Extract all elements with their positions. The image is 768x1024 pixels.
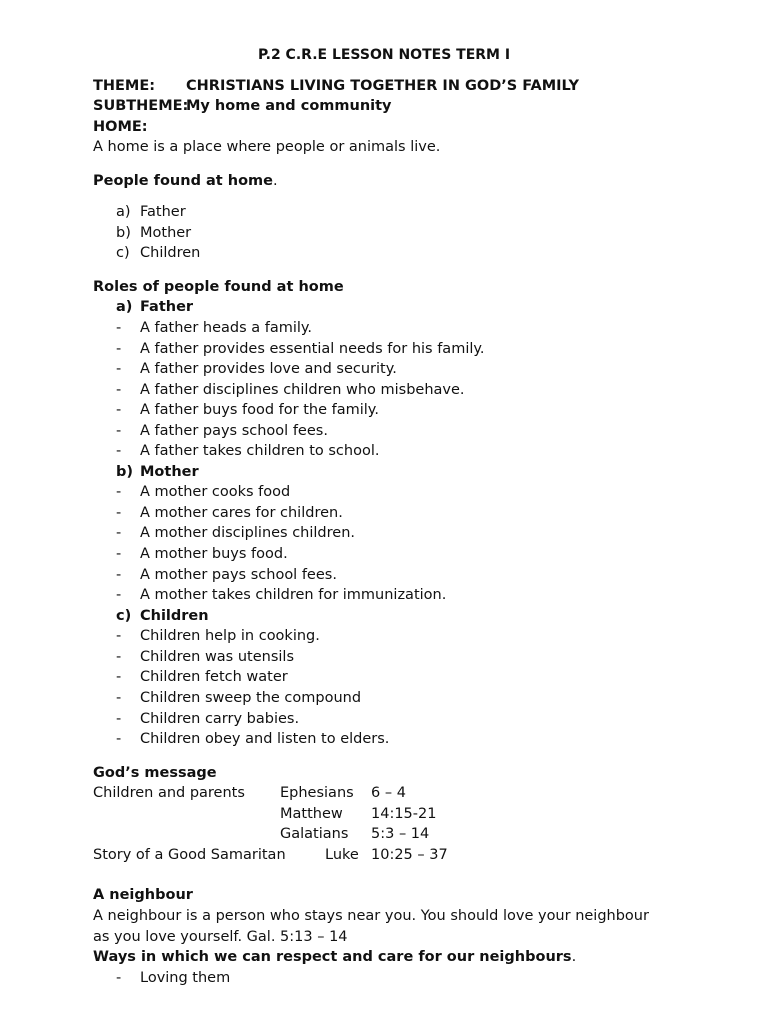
dash: - [116,361,122,377]
dash: - [116,484,122,500]
dash: - [116,970,122,986]
message-ref: 6 – 4 [371,785,406,801]
samaritan-ref: 10:25 – 37 [371,847,448,863]
ways-heading [93,947,576,967]
dash: - [116,341,122,357]
role-item: A father buys food for the family. [140,402,379,418]
role-item: A mother pays school fees. [140,567,337,583]
role-item: A mother disciplines children. [140,525,356,541]
role-name-children: Children [140,608,209,624]
message-book: Matthew [280,806,343,822]
dash: - [116,669,122,685]
people-heading-period: . [273,173,278,189]
role-item: Children was utensils [140,649,294,665]
role-item: A mother takes children for immunization. [140,587,447,603]
people-heading [93,171,278,191]
message-heading: God’s message [93,765,217,781]
ways-heading-period: . [571,949,577,965]
people-item-children: Children [140,245,201,261]
dash: - [116,402,122,418]
dash: - [116,628,122,644]
people-label-c: c) [116,245,130,261]
message-ref: 14:15-21 [371,806,437,822]
ways-heading-text: Ways in which we can respect and care for our neighbours [93,949,572,965]
role-item: A mother buys food. [140,546,288,562]
samaritan-topic: Story of a Good Samaritan [93,847,286,863]
role-item: Children obey and listen to elders. [140,731,390,747]
role-item: A father pays school fees. [140,423,328,439]
role-item: A father disciplines children who misbehave. [140,382,465,398]
role-item: A father takes children to school. [140,443,380,459]
role-label-father: a) [116,299,133,315]
dash: - [116,567,122,583]
people-label-a: a) [116,204,131,220]
home-heading: HOME: [93,119,148,135]
people-label-b: b) [116,225,131,241]
neighbour-definition-line2: as you love yourself. Gal. 5:13 – 14 [93,929,348,945]
role-item: A mother cares for children. [140,505,343,521]
subtheme-label: SUBTHEME: [93,98,189,114]
dash: - [116,731,122,747]
people-item-mother: Mother [140,225,192,241]
role-item: A father heads a family. [140,320,313,336]
role-name-mother: Mother [140,464,199,480]
role-item: Children carry babies. [140,711,300,727]
message-topic: Children and parents [93,785,245,801]
message-book: Galatians [280,826,349,842]
role-item: A father provides love and security. [140,361,397,377]
home-definition: A home is a place where people or animals live. [93,139,441,155]
role-item: A mother cooks food [140,484,291,500]
theme-label: THEME: [93,78,156,94]
role-item: A father provides essential needs for his family. [140,341,485,357]
dash: - [116,525,122,541]
subtheme-value: My home and community [186,98,392,114]
dash: - [116,505,122,521]
dash: - [116,711,122,727]
message-book: Ephesians [280,785,354,801]
dash: - [116,423,122,439]
theme-value: CHRISTIANS LIVING TOGETHER IN GOD’S FAMILY [186,78,580,94]
dash: - [116,587,122,603]
message-ref: 5:3 – 14 [371,826,430,842]
neighbour-heading: A neighbour [93,887,193,903]
role-item: Children sweep the compound [140,690,362,706]
neighbour-definition-line1: A neighbour is a person who stays near you. You should love your neighbour [93,908,649,924]
samaritan-book: Luke [325,847,359,863]
role-name-father: Father [140,299,194,315]
people-item-father: Father [140,204,186,220]
role-label-mother: b) [116,464,134,480]
ways-item: Loving them [140,970,231,986]
dash: - [116,649,122,665]
role-item: Children help in cooking. [140,628,320,644]
roles-heading: Roles of people found at home [93,279,344,295]
page-title: P.2 C.R.E LESSON NOTES TERM I [257,47,511,63]
dash: - [116,320,122,336]
dash: - [116,382,122,398]
role-label-children: c) [116,608,132,624]
dash: - [116,690,122,706]
role-item: Children fetch water [140,669,288,685]
people-heading-text: People found at home [93,173,273,189]
dash: - [116,546,122,562]
dash: - [116,443,122,459]
